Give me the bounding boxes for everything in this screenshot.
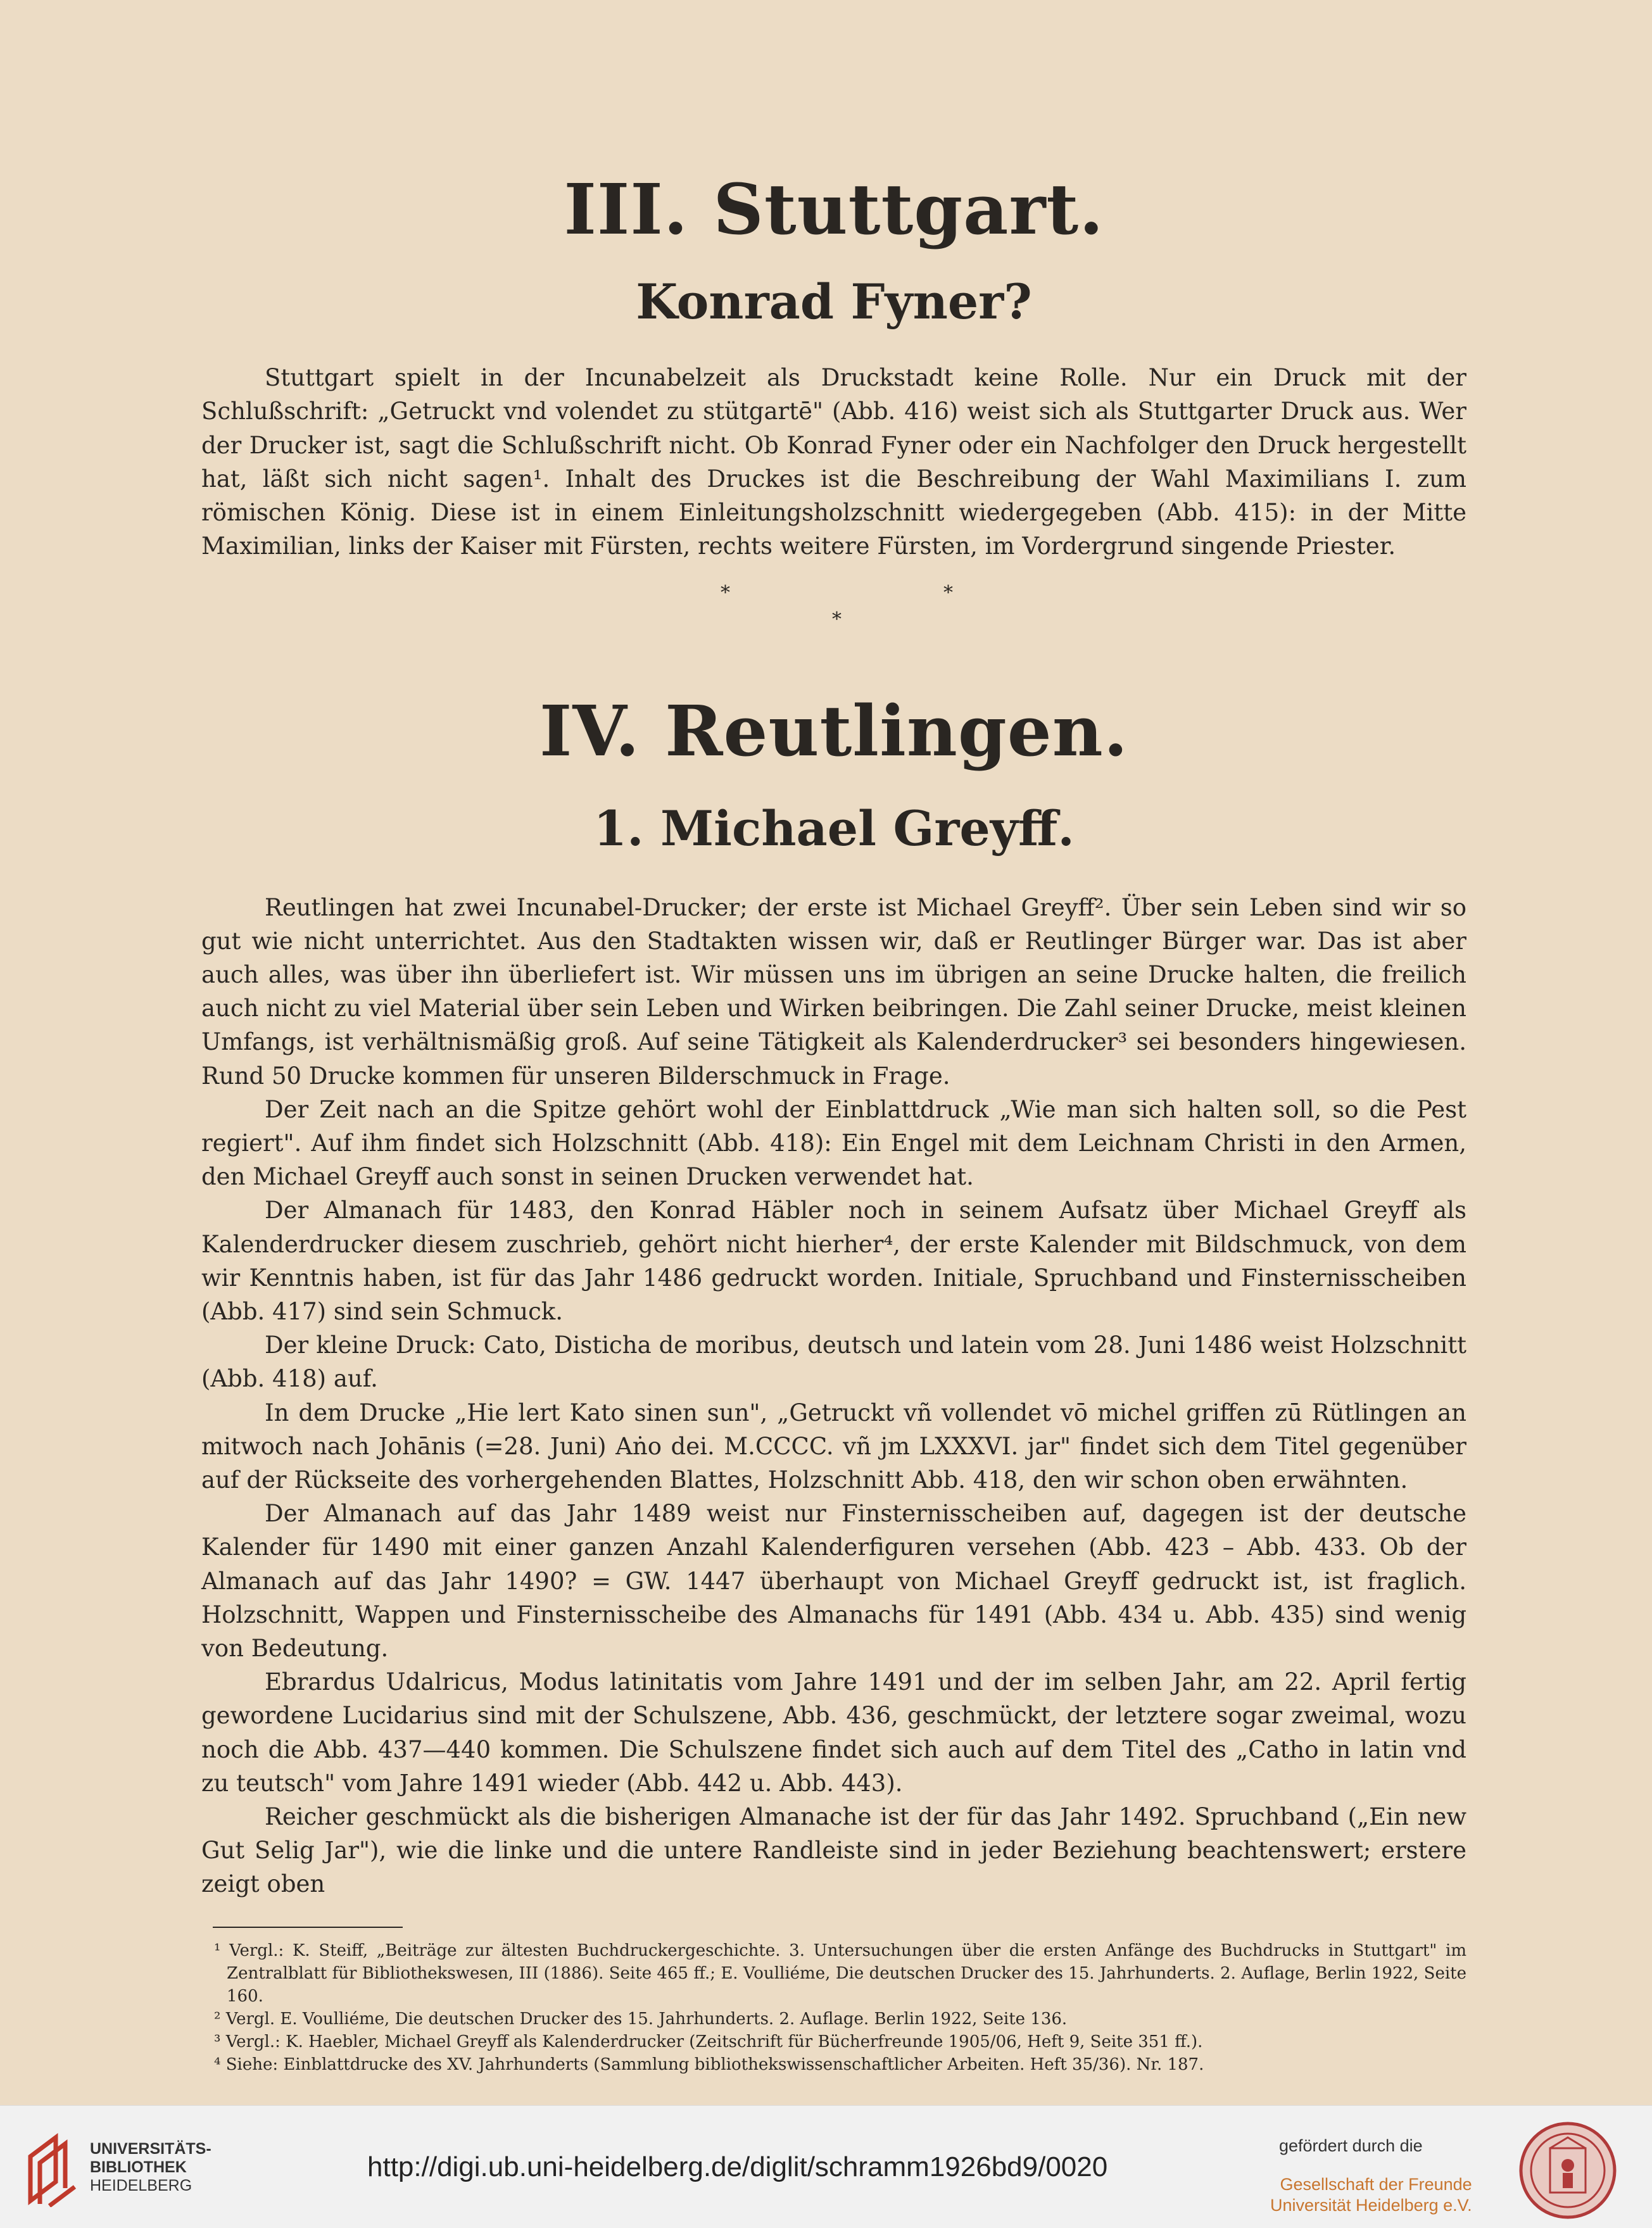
paragraph: Der Almanach für 1483, den Konrad Häbler noch in seinem Aufsatz über Michael Greyff als Kalenderdrucker diesem zuschrieb, gehört nicht hierher⁴, der erste Kalender mit Bildschmuck, von dem wir Kenntnis haben, ist für das Jahr 1486 gedruckt worden. Initiale, Spruchband und Finsternisscheiben (Abb. 417) sind sein Schmuck. [201,1197,1466,1326]
paragraph: Reicher geschmückt als die bisherigen Almanache ist der für das Jahr 1492. Spruchband („Ein new Gut Selig Jar"), wie die linke und die untere Randleiste sind in jeder Beziehung beachtenswert; erstere zeigt oben [201,1803,1466,1898]
library-name[interactable] [90,2140,211,2195]
university-seal-icon[interactable] [1517,2120,1618,2221]
library-name-line: UNIVERSITÄTS- [90,2140,211,2158]
paragraph: Der Almanach auf das Jahr 1489 weist nur Finsternisscheiben auf, dagegen ist der deutsche Kalender für 1490 mit einer ganzen Anzahl Kalenderfiguren versehen (Abb. 423 – Abb. 433. Ob der Almanach auf das Jahr 1490? = GW. 1447 überhaupt von Michael Greyff gedruckt ist, ist fraglich. Holzschnitt, Wappen und Finsternisscheibe des Almanachs für 1491 (Abb. 434 u. Abb. 435) sind wenig von Bedeutung. [201,1500,1466,1663]
section-subtitle-fyner: Konrad Fyner? [636,274,1032,330]
footnote: ⁴ Siehe: Einblattdrucke des XV. Jahrhunderts (Sammlung bibliothekswissenschaftlicher Arbeiten. Heft 35/36). Nr. 187. [214,2055,1204,2074]
page-content [201,152,1466,2134]
paragraph: Der kleine Druck: Cato, Disticha de moribus, deutsch und latein vom 28. Juni 1486 weist Holzschnitt (Abb. 418) auf. [201,1331,1466,1393]
section-divider [201,563,1466,633]
divider-star: * [832,608,842,631]
paragraph-stuttgart: Stuttgart spielt in der Incunabelzeit als Druckstadt keine Rolle. Nur ein Druck mit der Schlußschrift: „Getruckt vnd volendet zu stütgartē" (Abb. 416) weist sich als Stuttgarter Druck aus. Wer der Drucker ist, sagt die Schlußschrift nicht. Ob Konrad Fyner oder ein Nachfolger den Druck hergestellt hat, läßt sich nicht sagen¹. Inhalt des Druckes ist die Beschreibung der Wahl Maximilians I. zum römischen König. Diese ist in einem Einleitungsholzschnitt wiedergegeben (Abb. 415): in der Mitte Maximilian, links der Kaiser mit Fürsten, rechts weitere Fürsten, im Vordergrund singende Priester. [201,364,1466,560]
footnote: ² Vergl. E. Voulliéme, Die deutschen Drucker des 15. Jahrhunderts. 2. Auflage. Berlin 1922, Seite 136. [214,2009,1068,2029]
paragraph: Ebrardus Udalricus, Modus latinitatis vom Jahre 1491 und der im selben Jahr, am 22. April fertig gewordene Lucidarius sind mit der Schulszene, Abb. 436, geschmückt, der letztere sogar zweimal, wozu noch die Abb. 437—440 kommen. Die Schulszene findet sich auch auf dem Titel des „Catho in latin vnd zu teutsch" vom Jahre 1491 wieder (Abb. 442 u. Abb. 443). [201,1668,1466,1797]
divider-star: * [721,582,730,605]
footnote-separator [213,1927,403,1928]
funded-by-label: gefördert durch die [1279,2136,1423,2155]
library-name-line: HEIDELBERG [90,2177,192,2194]
viewer-footer [0,2105,1652,2228]
ub-logo-icon[interactable] [18,2131,81,2207]
section-title-reutlingen: IV. Reutlingen. [539,690,1129,772]
paragraph: Der Zeit nach an die Spitze gehört wohl der Einblattdruck „Wie man sich halten soll, so die Pest regiert". Auf ihm findet sich Holzschnitt (Abb. 418): Ein Engel mit dem Leichnam Christi in den Armen, den Michael Greyff auch sonst in seinen Drucken verwendet hat. [201,1095,1466,1191]
divider-star: * [943,582,953,605]
footnote: ¹ Vergl.: K. Steiff, „Beiträge zur ältesten Buchdruckergeschichte. 3. Untersuchungen über die ersten Anfänge des Buchdrucks in Stuttgart" im Zentralblatt für Bibliothekswesen, III (1886). Seite 465 ff.; E. Voulliéme, Die deutschen Drucker des 15. Jahrhunderts. 2. Auflage, Berlin 1922, Seite 160. [214,1941,1466,2006]
library-name-line: BIBLIOTHEK [90,2158,187,2176]
society-name[interactable] [1270,2174,1472,2216]
section-subtitle-greyff: 1. Michael Greyff. [593,800,1075,857]
society-name-line: Gesellschaft der Freunde [1280,2175,1472,2194]
section-title-stuttgart: III. Stuttgart. [564,168,1104,250]
permalink-url[interactable]: http://digi.ub.uni-heidelberg.de/diglit/schramm1926bd9/0020 [367,2151,1108,2182]
footnote: ³ Vergl.: K. Haebler, Michael Greyff als Kalenderdrucker (Zeitschrift für Bücherfreunde 1905/06, Heft 9, Seite 351 ff.). [214,2032,1203,2051]
paragraph: Reutlingen hat zwei Incunabel-Drucker; der erste ist Michael Greyff². Über sein Leben sind wir so gut wie nicht unterrichtet. Aus den Stadtakten wissen wir, daß er Reutlinger Bürger war. Das ist aber auch alles, was über ihn überliefert ist. Wir müssen uns im übrigen an seine Drucke halten, die freilich auch nicht zu viel Material über sein Leben und Wirken beibringen. Die Zahl seiner Drucke, meist kleinen Umfangs, ist verhältnismäßig groß. Auf seine Tätigkeit als Kalenderdrucker³ sei besonders hingewiesen. Rund 50 Drucke kommen für unseren Bilderschmuck in Frage. [201,893,1466,1090]
paragraph: In dem Drucke „Hie lert Kato sinen sun", „Getruckt vñ vollendet vō michel griffen zū Rütlingen an mitwoch nach Johānis (=28. Juni) Aṅo dei. M.CCCC. vñ jm LXXXVI. jar" findet sich dem Titel gegenüber auf der Rückseite des vorhergehenden Blattes, Holzschnitt Abb. 418, den wir schon oben erwähnten. [201,1399,1466,1494]
society-name-line: Universität Heidelberg e.V. [1270,2196,1472,2215]
